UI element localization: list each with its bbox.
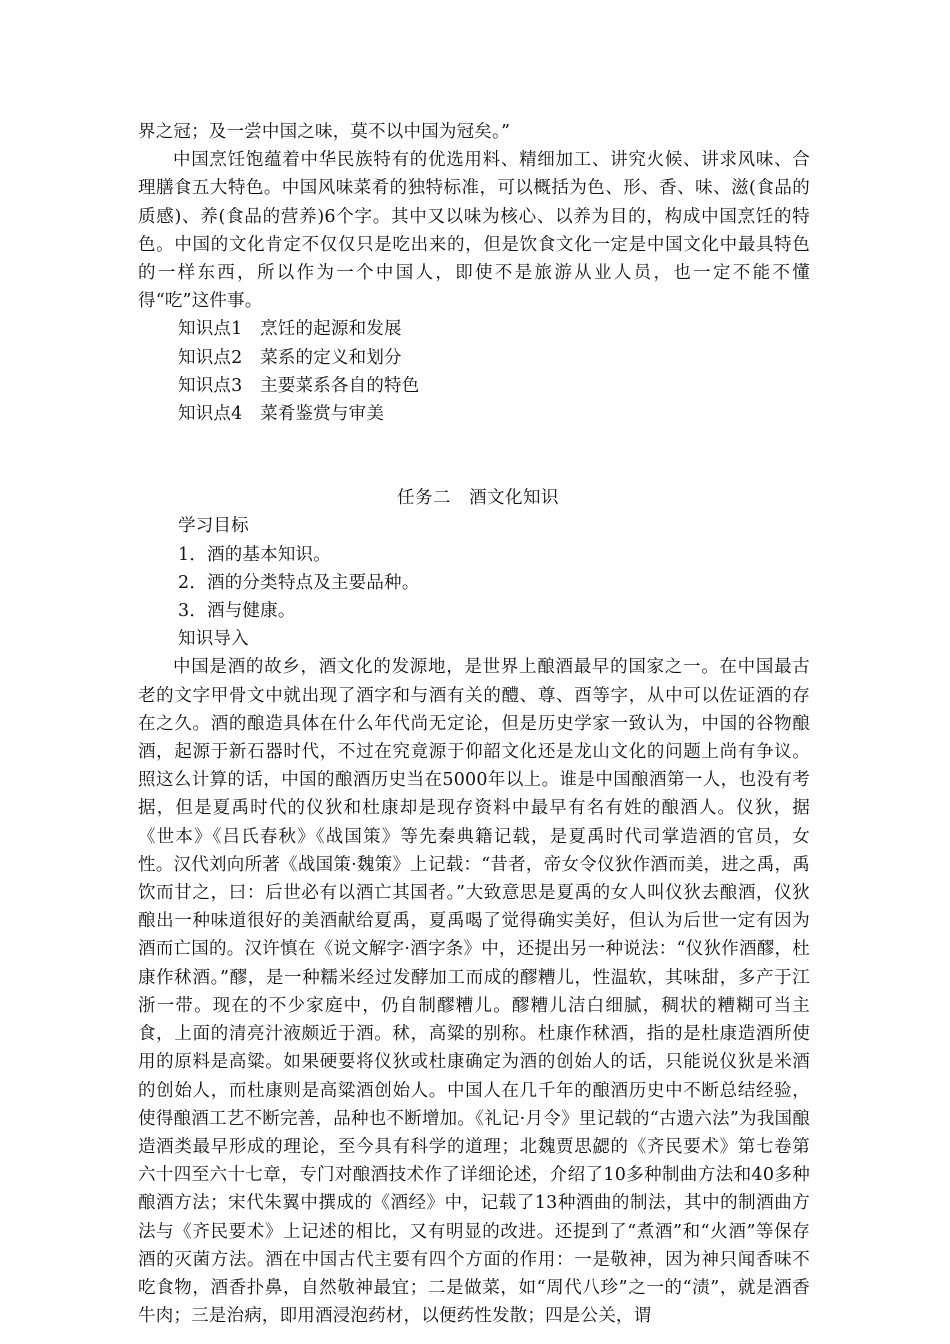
paragraph-cooking-characteristics: 中国烹饪饱蕴着中华民族特有的优选用料、精细加工、讲究火候、讲求风味、合理膳食五大特色。中国风味菜肴的独特标准，可以概括为色、形、香、味、滋(食品的质感)、养(食品的营养)6个字。其中又以味为核心、以养为目的，构成中国烹饪的特色。中国的文化肯定不仅仅只是吃出来的，但是饮食文化一定是中国文化中最具特色的一样东西，所以作为一个中国人，即使不是旅游从业人员，也一定不能不懂得“吃”这件事。	[138, 150, 810, 312]
paragraph-wine-history: 中国是酒的故乡，酒文化的发源地，是世界上酿酒最早的国家之一。在中国最古老的文字甲骨文中就出现了酒字和与酒有关的醴、尊、酉等字，从中可以佐证酒的存在之久。酒的酿造具体在什么年代尚无定论，但是历史学家一致认为，中国的谷物酿酒，起源于新石器时代，不过在究竟源于仰韶文化还是龙山文化的问题上尚有争议。照这么计算的话，中国的酿酒历史当在5000年以上。谁是中国酿酒第一人，也没有考据，但是夏禹时代的仪狄和杜康却是现存资料中最早有名有姓的酿酒人。仪狄，据《世本》《吕氏春秋》《战国策》等先秦典籍记载，是夏禹时代司掌造酒的官员，女性。汉代刘向所著《战国策·魏策》上记载：“昔者，帝女令仪狄作酒而美，进之禹，禹饮而甘之，曰：后世必有以酒亡其国者。”大致意思是夏禹的女人叫仪狄去酿酒，仪狄酿出一种味道很好的美酒献给夏禹，夏禹喝了觉得确实美好，但认为后世一定有因为酒而亡国的。汉许慎在《说文解字·酒字条》中，还提出另一种说法：“仪狄作酒醪，杜康作秫酒。”醪，是一种糯米经过发酵加工而成的醪糟儿，性温软，其味甜，多产于江浙一带。现在的不少家庭中，仍自制醪糟儿。醪糟儿洁白细腻，稠状的糟糊可当主食，上面的清亮汁液颇近于酒。秫，高粱的别称。杜康作秫酒，指的是杜康造酒所使用的原料是高粱。如果硬要将仪狄或杜康确定为酒的创始人的话，只能说仪狄是米酒的创始人，而杜康则是高粱酒创始人。中国人在几千年的酿酒历史中不断总结经验，使得酿酒工艺不断完善，品种也不断增加。《礼记·月令》里记载的“古遗六法”为我国酿造酒类最早形成的理论，至今具有科学的道理；北魏贾思勰的《齐民要术》第七卷第六十四至六十七章，专门对酿酒技术作了详细论述，介绍了10多种制曲方法和40多种酿酒方法；宋代朱翼中撰成的《酒经》中，记载了13种酒曲的制法，其中的制酒曲方法与《齐民要术》上记述的相比，又有明显的改进。还提到了“煮酒”和“火酒”等保存酒的灭菌方法。酒在中国古代主要有四个方面的作用：一是敬神，因为神只闻香味不吃食物，酒香扑鼻，自然敬神最宜；二是做菜，如“周代八珍”之一的“渍”，就是酒香牛肉；三是治病，即用酒浸泡药材，以便药性发散；四是公关，谓	[138, 657, 810, 1327]
learning-goal-1: 1．酒的基本知识。	[178, 544, 331, 565]
task-title: 任务二 酒文化知识	[397, 488, 559, 509]
knowledge-intro-heading: 知识导入	[178, 629, 249, 650]
knowledge-point-1: 知识点1 烹饪的起源和发展	[178, 319, 402, 340]
opening-line: 界之冠；及一尝中国之味，莫不以中国为冠矣。”	[138, 122, 511, 142]
knowledge-point-3: 知识点3 主要菜系各自的特色	[178, 375, 420, 396]
section-spacer	[138, 428, 810, 484]
learning-goals-heading: 学习目标	[178, 516, 249, 537]
knowledge-point-2: 知识点2 菜系的定义和划分	[178, 347, 402, 368]
knowledge-point-4: 知识点4 菜肴鉴赏与审美	[178, 404, 385, 425]
learning-goal-2: 2．酒的分类特点及主要品种。	[178, 572, 420, 593]
learning-goal-3: 3．酒与健康。	[178, 601, 296, 622]
document-body	[138, 118, 810, 1330]
